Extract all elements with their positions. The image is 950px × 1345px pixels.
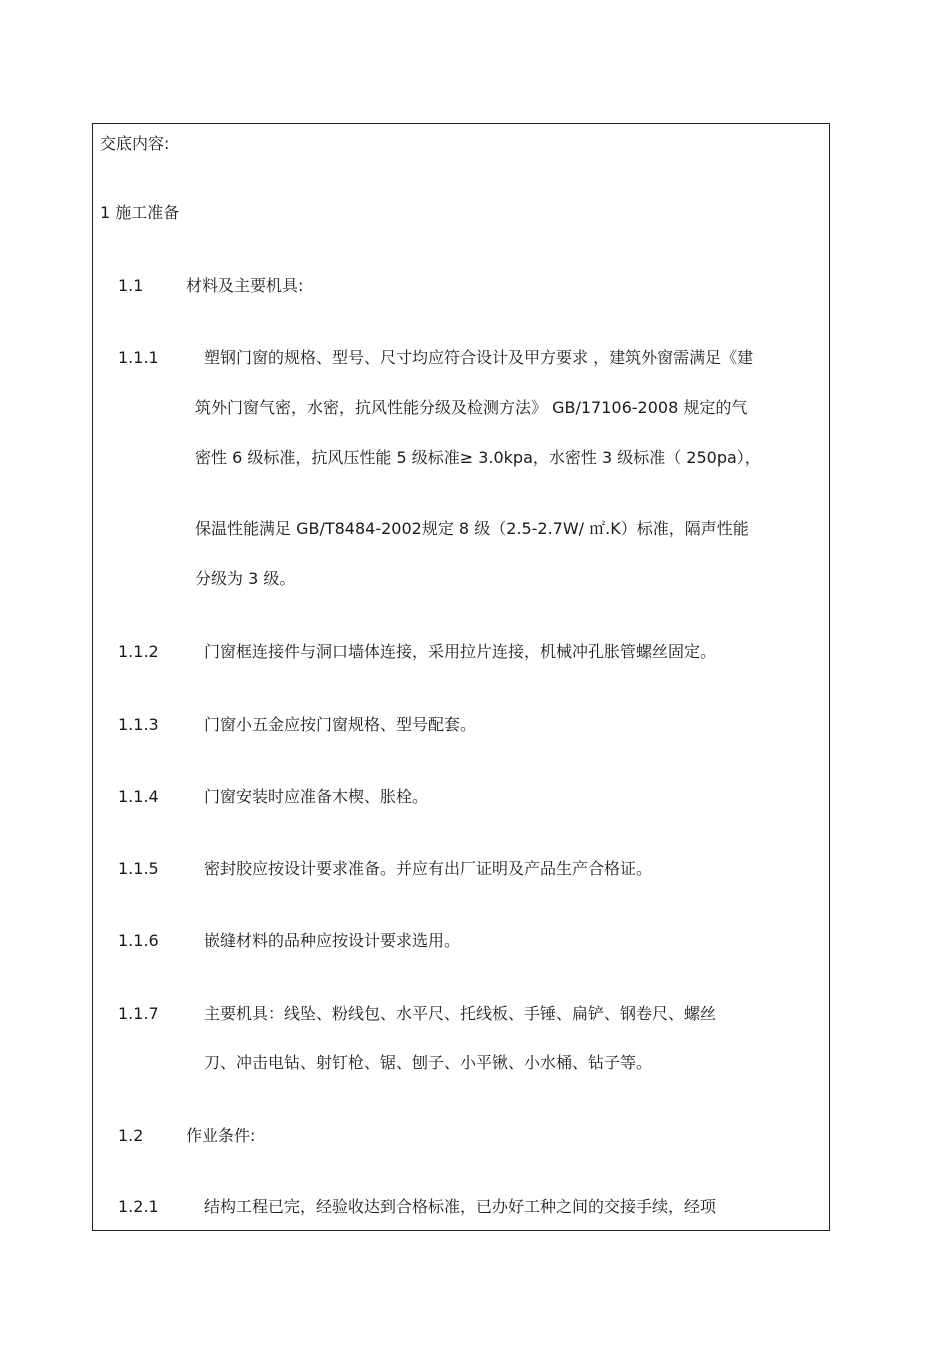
item-text-line: 密性 6 级标准，抗风压性能 5 级标准≥ 3.0kpa，水密性 3 级标准（ 250pa）， [195, 448, 761, 467]
item-text-line: 刀、冲击电钻、射钉枪、锯、刨子、小平锹、小水桶、钻子等。 [204, 1053, 653, 1072]
header-label: 交底内容: [100, 134, 170, 153]
item-number: 1.1.5 [118, 859, 159, 878]
item-number: 1.1.4 [118, 787, 159, 806]
item-text-line: 结构工程已完，经验收达到合格标准，已办好工种之间的交接手续，经项 [204, 1197, 717, 1216]
item-number: 1.1.2 [118, 642, 159, 661]
item-text-line: 保温性能满足 GB/T8484-2002规定 8 级（2.5-2.7W/ ㎡.K）标准，隔声性能 [195, 519, 749, 538]
section-heading: 1 施工准备 [100, 203, 180, 222]
subsection-title: 材料及主要机具: [186, 276, 304, 295]
item-number: 1.1.3 [118, 715, 159, 734]
item-text-line: 嵌缝材料的品种应按设计要求选用。 [204, 931, 461, 950]
item-number: 1.1.1 [118, 348, 159, 367]
item-text-line: 主要机具：线坠、粉线包、水平尺、托线板、手锤、扁铲、钢卷尺、螺丝 [204, 1004, 717, 1023]
subsection-number: 1.1 [118, 276, 144, 295]
item-number: 1.1.7 [118, 1004, 159, 1023]
subsection-number: 1.2 [118, 1126, 144, 1145]
item-number: 1.1.6 [118, 931, 159, 950]
item-text-line: 门窗框连接件与洞口墙体连接，采用拉片连接，机械冲孔胀管螺丝固定。 [204, 642, 717, 661]
item-text-line: 筑外门窗气密，水密，抗风性能分级及检测方法》 GB/17106-2008 规定的气 [195, 398, 748, 417]
item-text-line: 门窗安装时应准备木楔、胀栓。 [204, 787, 429, 806]
item-text-line: 门窗小五金应按门窗规格、型号配套。 [204, 715, 477, 734]
item-text-line: 密封胶应按设计要求准备。并应有出厂证明及产品生产合格证。 [204, 859, 653, 878]
item-number: 1.2.1 [118, 1197, 159, 1216]
subsection-title: 作业条件: [186, 1126, 256, 1145]
item-text-line: 分级为 3 级。 [195, 569, 296, 588]
item-text-line: 塑钢门窗的规格、型号、尺寸均应符合设计及甲方要求 ，建筑外窗需满足《建 [204, 348, 754, 367]
